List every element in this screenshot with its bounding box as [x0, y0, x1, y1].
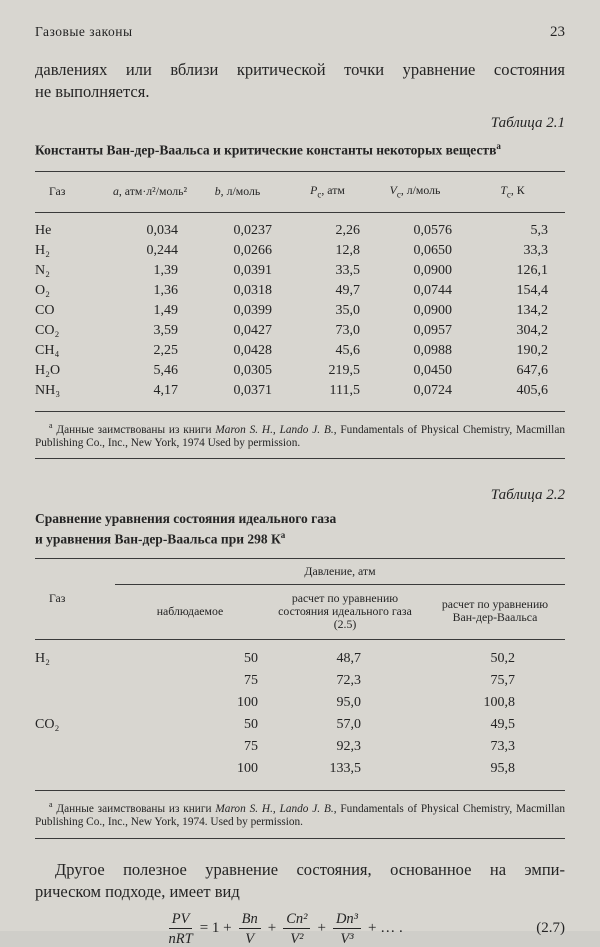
cell-gas: CO₂ [35, 716, 60, 732]
running-title: Газовые законы [35, 24, 133, 39]
cell-pc: 45,6 [335, 342, 360, 358]
fraction-cn2-v2: $\frac{\text{Cn²}}{\text{V²}}$ [283, 911, 310, 947]
column-header-b: b, л/моль [190, 171, 285, 212]
table2-title-line2: и уравнения Ван-дер-Ваальса при 298 К [35, 531, 281, 547]
cell-gas: CO₂ [35, 322, 60, 338]
cell-tc: 405,6 [516, 382, 548, 398]
cell-ideal: 133,5 [329, 760, 361, 776]
cell-b: 0,0428 [233, 342, 272, 358]
cell-observed: 100 [237, 760, 258, 776]
cell-gas: CH₄ [35, 342, 60, 358]
cell-pc: 73,0 [335, 322, 360, 338]
table-row [35, 758, 565, 791]
equation-equals: = 1 + [199, 920, 232, 937]
cell-gas [35, 692, 115, 714]
fraction-pv-nrt: $\frac{PV}{\text{nRT}}$ [168, 910, 193, 947]
cell-a: 0,244 [146, 242, 178, 258]
cell-vc: 0,0900 [413, 302, 452, 318]
cell-vdw: 50,2 [490, 650, 515, 666]
table1-footnote-mark: а [496, 141, 501, 151]
column-header-ideal-gas: расчет по уравнению состояния идеального газа (2.5) [265, 584, 425, 639]
cell-a: 1,49 [153, 302, 178, 318]
cell-vdw: 49,5 [490, 716, 515, 732]
cell-tc: 5,3 [530, 222, 548, 238]
cell-observed: 75 [244, 738, 258, 754]
cell-gas: NH₃ [35, 382, 61, 398]
table2-footnote: $^а$ Данные заимствованы из книги Maron S. H., Lando J. B., Fundamentals of Physical Chemistry, Macmillan Publishing Co., Inc., New York, 1974. Used by permission. [35, 791, 565, 839]
fraction-dn3-v3: $\frac{\text{Dn³}}{\text{V³}}$ [333, 911, 361, 947]
table-row [35, 281, 565, 301]
cell-vdw: 95,8 [490, 760, 515, 776]
cell-vc: 0,0724 [413, 382, 452, 398]
cell-a: 1,39 [153, 262, 178, 278]
table-row [35, 692, 565, 714]
cell-tc: 304,2 [516, 322, 548, 338]
cell-vdw: 100,8 [483, 694, 515, 710]
table1-caption: Таблица 2.1 [490, 115, 565, 131]
cell-gas [35, 670, 115, 692]
equation-body [35, 911, 536, 947]
cell-a: 2,25 [153, 342, 178, 358]
cell-pc: 2,26 [335, 222, 360, 238]
table-row [35, 639, 565, 670]
closing-line1: Другое полезное уравнение состояния, основанное на эмпи- [55, 859, 565, 879]
cell-pc: 49,7 [335, 282, 360, 298]
table1-title-text: Константы Ван-дер-Ваальса и критические константы некоторых веществ [35, 142, 497, 158]
cell-observed: 100 [237, 694, 258, 710]
table2-title [35, 510, 565, 548]
equation-ellipsis: + … . [368, 920, 403, 937]
table-row [35, 261, 565, 281]
intro-line1: давлениях или вблизи критической точки уравнение состояния [35, 60, 565, 79]
page-header [35, 24, 565, 41]
cell-gas [35, 736, 115, 758]
cell-vc: 0,0957 [413, 322, 452, 338]
table-row [35, 670, 565, 692]
cell-b: 0,0399 [233, 302, 272, 318]
cell-vc: 0,0450 [413, 362, 452, 378]
cell-observed: 50 [244, 716, 258, 732]
closing-paragraph [35, 859, 565, 903]
cell-gas: N₂ [35, 262, 50, 278]
cell-vdw: 75,7 [490, 672, 515, 688]
column-header-observed: наблюдаемое [115, 584, 265, 639]
table2-footnote-mark: а [280, 530, 286, 541]
cell-vc: 0,0576 [413, 222, 452, 238]
column-group-pressure: Давление, атм [115, 558, 565, 584]
closing-line2: рическом подходе, имеет вид [35, 881, 240, 901]
column-header-van-der-waals: расчет по уравнению Ван-дер-Ваальса [425, 584, 565, 639]
cell-gas: CO [35, 302, 55, 318]
cell-b: 0,0318 [233, 282, 272, 298]
table-row [35, 241, 565, 261]
equation-number: (2.7) [536, 920, 565, 937]
cell-gas: H₂O [35, 362, 61, 378]
table-row [35, 736, 565, 758]
table-row [35, 341, 565, 361]
cell-b: 0,0391 [233, 262, 272, 278]
column-header-gas: Газ [35, 558, 115, 639]
cell-gas: H₂ [35, 242, 50, 258]
table1 [35, 171, 565, 412]
table2-caption: Таблица 2.2 [490, 487, 565, 504]
cell-gas: H₂ [35, 650, 50, 666]
cell-pc: 35,0 [335, 302, 360, 318]
cell-a: 1,36 [153, 282, 178, 298]
cell-vc: 0,0744 [413, 282, 452, 298]
table1-title [35, 138, 565, 159]
cell-ideal: 92,3 [336, 738, 361, 754]
cell-tc: 190,2 [516, 342, 548, 358]
cell-observed: 75 [244, 672, 258, 688]
table2-header-group-row [35, 558, 565, 584]
table-row [35, 321, 565, 341]
cell-tc: 154,4 [516, 282, 548, 298]
intro-line2: не выполняется. [35, 82, 150, 101]
table-row [35, 212, 565, 241]
cell-gas: He [35, 222, 52, 238]
cell-pc: 219,5 [328, 362, 360, 378]
equation-2-7 [35, 911, 565, 947]
equation-plus: + [317, 920, 326, 937]
cell-a: 0,034 [146, 222, 178, 238]
cell-vdw: 73,3 [490, 738, 515, 754]
fraction-bn-v: $\frac{Bn}{V}$ [239, 911, 261, 947]
table-row [35, 361, 565, 381]
column-header-gas: Газ [35, 171, 110, 212]
column-header-tc: $T_c$, К [460, 171, 565, 212]
cell-ideal: 48,7 [336, 650, 361, 666]
cell-ideal: 95,0 [336, 694, 361, 710]
cell-ideal: 72,3 [336, 672, 361, 688]
table2 [35, 558, 565, 791]
table2-title-line1: Сравнение уравнения состояния идеального газа [35, 511, 337, 527]
cell-b: 0,0371 [233, 382, 272, 398]
column-header-vc: $V_c$, л/моль [370, 171, 460, 212]
table2-subheader-row [35, 584, 565, 639]
cell-tc: 134,2 [516, 302, 548, 318]
cell-ideal: 57,0 [336, 716, 361, 732]
cell-a: 5,46 [153, 362, 178, 378]
cell-b: 0,0237 [233, 222, 272, 238]
intro-paragraph [35, 59, 565, 103]
cell-gas [35, 758, 115, 791]
cell-gas: O₂ [35, 282, 50, 298]
page-number: 23 [550, 24, 565, 40]
cell-tc: 33,3 [523, 242, 548, 258]
cell-pc: 33,5 [335, 262, 360, 278]
cell-vc: 0,0650 [413, 242, 452, 258]
cell-b: 0,0266 [233, 242, 272, 258]
cell-tc: 126,1 [516, 262, 548, 278]
cell-pc: 12,8 [335, 242, 360, 258]
equation-plus: + [267, 920, 277, 937]
table1-footnote: $^а$ Данные заимствованы из книги Maron S. H., Lando J. B., Fundamentals of Physical Chemistry, Macmillan Publishing Co., Inc., New York, 1974 Used by permission. [35, 412, 565, 460]
cell-a: 3,59 [153, 322, 178, 338]
table-row [35, 714, 565, 736]
table-row [35, 301, 565, 321]
cell-vc: 0,0988 [413, 342, 452, 358]
cell-pc: 111,5 [329, 382, 360, 398]
cell-b: 0,0427 [233, 322, 272, 338]
cell-observed: 50 [244, 650, 258, 666]
cell-a: 4,17 [153, 382, 178, 398]
column-header-pc: $P_c$, атм [285, 171, 370, 212]
table1-header-row [35, 171, 565, 212]
column-header-a: a, атм·л²/моль² [110, 171, 190, 212]
table-row [35, 381, 565, 412]
cell-tc: 647,6 [516, 362, 548, 378]
cell-b: 0,0305 [233, 362, 272, 378]
cell-vc: 0,0900 [413, 262, 452, 278]
